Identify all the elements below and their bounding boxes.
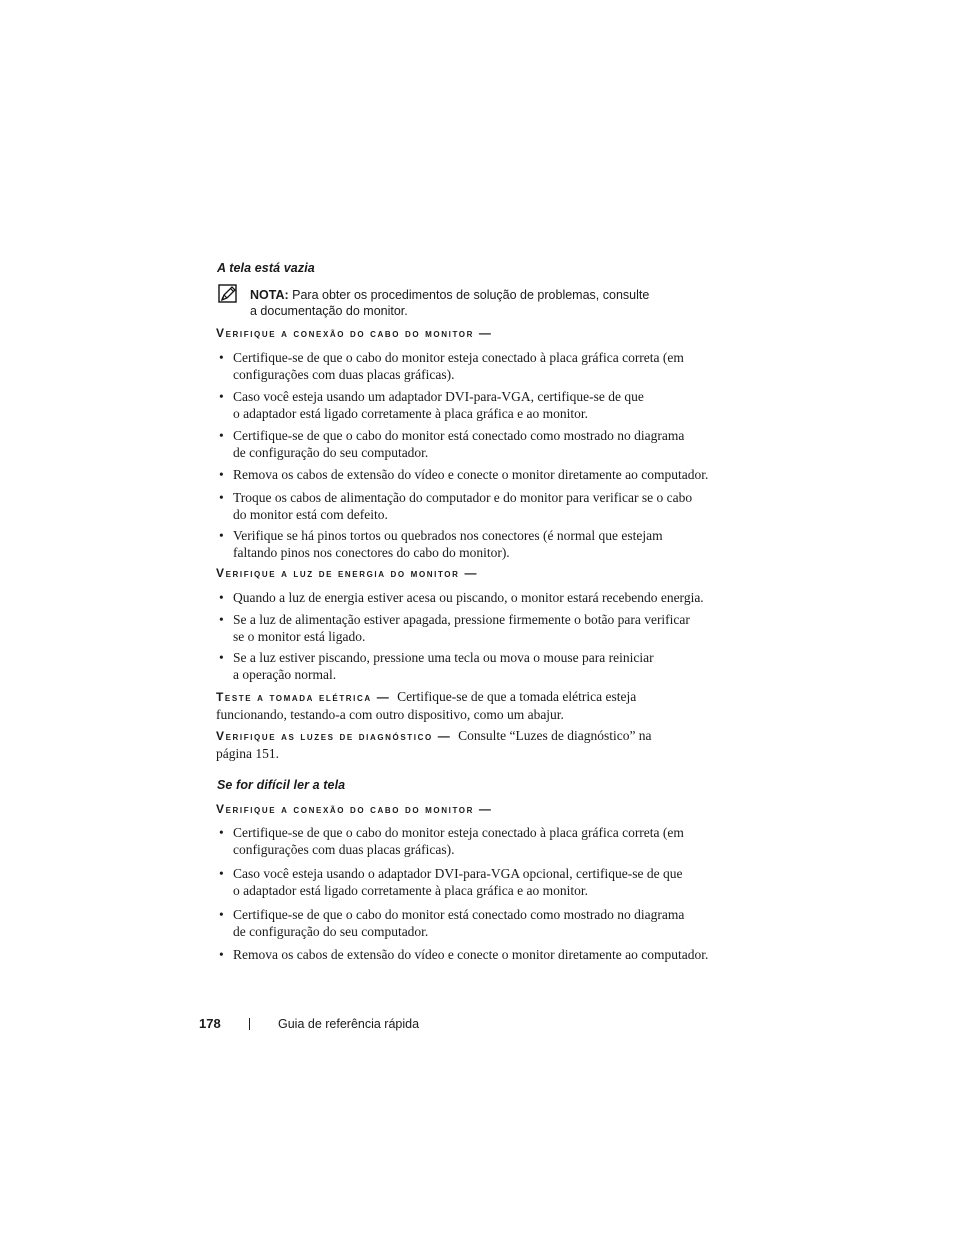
list-item: • Caso você esteja usando um adaptador DVI-para-VGA, certifique-se de que o adaptador está ligado corretamente à placa gráfica e ao monitor. (219, 389, 644, 421)
diagnostic-paragraph: Verifique as luzes de diagnóstico — Consulte “Luzes de diagnóstico” na página 151. (216, 728, 652, 761)
list-item: • Certifique-se de que o cabo do monitor está conectado como mostrado no diagrama de configuração do seu computador. (219, 428, 685, 460)
list-item: • Se a luz estiver piscando, pressione uma tecla ou mova o mouse para reiniciar a operação normal. (219, 650, 654, 682)
subheading-check-power-light: Verifique a luz de energia do monitor — (216, 566, 479, 580)
section-heading-blank-screen: A tela está vazia (217, 261, 315, 275)
list-item: • Troque os cabos de alimentação do computador e do monitor para verificar se o cabo do monitor está com defeito. (219, 490, 693, 522)
list-item: • Certifique-se de que o cabo do monitor esteja conectado à placa gráfica correta (em configurações com duas placas gráficas). (219, 825, 684, 857)
section-heading-hard-to-read: Se for difícil ler a tela (217, 778, 346, 792)
note-line-2: a documentação do monitor. (250, 304, 408, 318)
list-item: • Remova os cabos de extensão do vídeo e conecte o monitor diretamente ao computador. (219, 947, 709, 962)
footer-divider (249, 1018, 250, 1030)
list-item: • Caso você esteja usando o adaptador DVI-para-VGA opcional, certifique-se de que o adaptador está ligado corretamente à placa gráfica e ao monitor. (219, 866, 683, 898)
list-item: • Quando a luz de energia estiver acesa ou piscando, o monitor estará recebendo energia. (219, 590, 704, 605)
list-item: • Remova os cabos de extensão do vídeo e conecte o monitor diretamente ao computador. (219, 467, 709, 482)
bullet-list-check-cable-2 (216, 0, 736, 1235)
diagnostic-label: Verifique as luzes de diagnóstico — (216, 729, 452, 743)
note-label: NOTA: (250, 288, 289, 302)
note-text: Para obter os procedimentos de solução de problemas, consulte (292, 288, 650, 302)
list-item: • Se a luz de alimentação estiver apagada, pressione firmemente o botão para verificar se o monitor está ligado. (219, 612, 690, 644)
outlet-paragraph: Teste a tomada elétrica — Certifique-se de que a tomada elétrica esteja funcionando, testando-a com outro dispositivo, como um abajur. (216, 689, 637, 722)
outlet-label: Teste a tomada elétrica — (216, 690, 391, 704)
subheading-check-cable: Verifique a conexão do cabo do monitor — (216, 326, 493, 340)
list-item: • Certifique-se de que o cabo do monitor está conectado como mostrado no diagrama de configuração do seu computador. (219, 907, 685, 939)
page-number: 178 (199, 1016, 221, 1031)
footer-title: Guia de referência rápida (278, 1017, 420, 1031)
subheading-check-cable-2: Verifique a conexão do cabo do monitor — (216, 802, 493, 816)
list-item: • Verifique se há pinos tortos ou quebrados nos conectores (é normal que estejam faltando pinos nos conectores do cabo do monitor). (219, 528, 663, 560)
list-item: • Certifique-se de que o cabo do monitor esteja conectado à placa gráfica correta (em configurações com duas placas gráficas). (219, 350, 684, 382)
